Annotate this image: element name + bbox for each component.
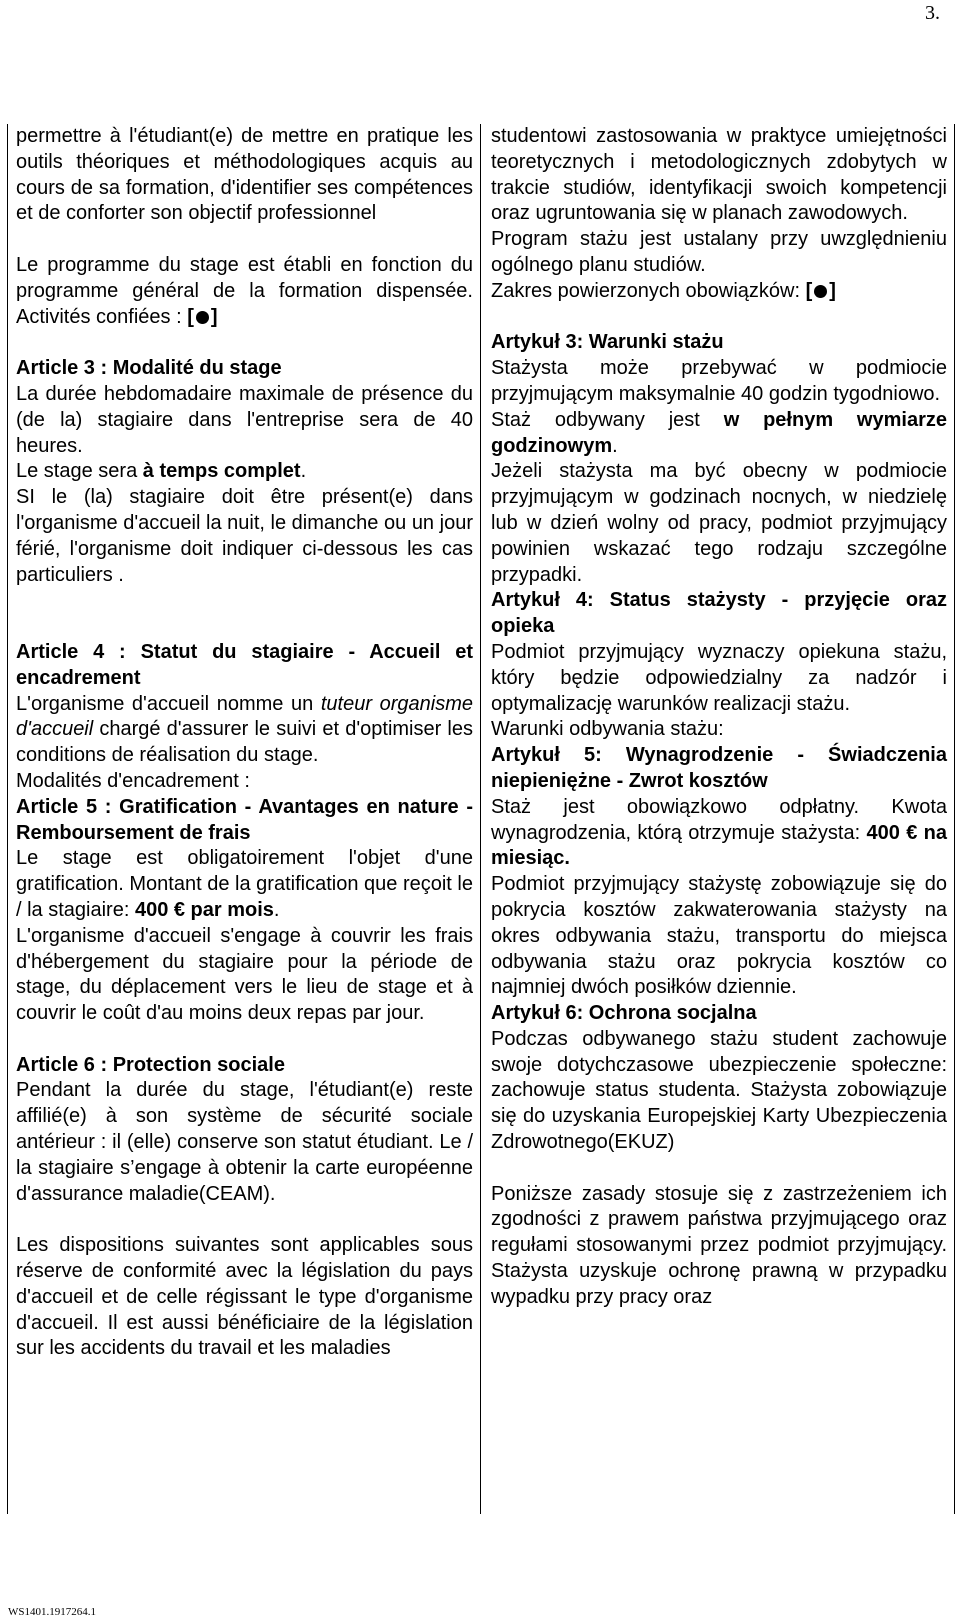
- pl-article-4-supervision: Warunki odbywania stażu:: [491, 718, 724, 741]
- fr-article-3-duration: La durée hebdomadaire maximale de présence du (de la) stagiaire dans l'entreprise sera de 40 heures.: [16, 382, 473, 457]
- fr-fulltime-bold: à temps complet: [142, 460, 301, 483]
- pl-provisions-paragraph: Poniższe zasady stosuje się z zastrzeżeniem ich zgodności z prawem państwa przyjmującego oraz regułami stosowanymi przez podmiot przyjmujący. Stażysta uzyskuje ochronę prawną w przypadku wypadku przy pracy oraz: [491, 1182, 947, 1308]
- fr-intro-paragraph: permettre à l'étudiant(e) de mettre en pratique les outils théoriques et méthodologiques acquis au cours de sa formation, d'identifier ses compétences et de conforter son objectif professionnel: [16, 125, 473, 225]
- fr-gratification-text: Le stage est obligatoirement l'objet d'une gratification. Montant de la gratification que reçoit le / la stagiaire:: [16, 847, 473, 921]
- fr-program-paragraph: Le programme du stage est établi en fonction du programme général de la formation dispensée. Activités confiées : [ ]: [16, 253, 473, 328]
- pl-article-3-title: Artykuł 3: Warunki stażu: [491, 331, 724, 354]
- fr-article-3-title: Article 3 : Modalité du stage: [16, 357, 282, 380]
- pl-article-5-title: Artykuł 5: Wynagrodzenie - Świadczenia niepieniężne - Zwrot kosztów: [491, 744, 947, 792]
- fr-gratification-amount: 400 € par mois: [134, 898, 274, 921]
- form-field-bullet-icon: [814, 285, 827, 298]
- fr-article-4-title: Article 4 : Statut du stagiaire - Accueil et encadrement: [16, 640, 473, 689]
- fr-article-4-supervision: Modalités d'encadrement :: [16, 769, 250, 792]
- fr-article-3-fulltime: Le stage sera à temps complet.: [16, 460, 307, 483]
- fr-fulltime-text: Le stage sera: [16, 460, 138, 483]
- fr-tutor-italic: tuteur organisme d'accueil: [16, 692, 473, 741]
- fr-article-6-title: Article 6 : Protection sociale: [16, 1053, 285, 1076]
- fr-tutor-text: L'organisme d'accueil nomme un: [16, 692, 314, 715]
- pl-article-5-costs: Podmiot przyjmujący stażystę zobowiązuje się do pokrycia kosztów zakwaterowania stażysty na okres odbywania stażu, transportu do miejsca odbywania stażu oraz pokrycia kosztów co najmniej dwóch posiłków dziennie.: [491, 873, 947, 999]
- form-field-bullet-icon: [196, 311, 209, 324]
- document-reference: WS1401.1917264.1: [8, 1606, 96, 1618]
- fr-article-5-costs: L'organisme d'accueil s'engage à couvrir les frais d'hébergement du stagiaire pour la période de stage, du déplacement vers le lieu de stage et à couvrir le coût d'au moins deux repas par jour.: [16, 924, 473, 1025]
- pl-intro-paragraph: studentowi zastosowania w praktyce umiejętności teoretycznych i metodologicznych zdobytych w trakcie studiów, identyfikacji swoich kompetencji oraz ugruntowania się w planach zawodowych.: [491, 125, 947, 225]
- fr-tutor-rest: chargé d'assurer le suivi et d'optimiser les conditions de réalisation du stage.: [16, 718, 473, 767]
- fr-article-5-gratification: Le stage est obligatoirement l'objet d'une gratification. Montant de la gratification que reçoit le / la stagiaire: 400 € par mois.: [16, 847, 473, 921]
- pl-article-6-title: Artykuł 6: Ochrona socjalna: [491, 1002, 757, 1025]
- french-column: [8, 124, 481, 1514]
- pl-article-3-duration: Stażysta może przebywać w podmiocie przyjmującym maksymalnie 40 godzin tygodniowo.: [491, 357, 947, 405]
- pl-tasks-label: Zakres powierzonych obowiązków:: [491, 279, 801, 302]
- fr-article-6-social: Pendant la durée du stage, l'étudiant(e) reste affilié(e) à son système de sécurité sociale antérieur : il (elle) conserve son statut étudiant. Le / la stagiaire s’engage à obtenir la carte européenne d'assurance maladie(CEAM).: [16, 1079, 473, 1205]
- fr-program-text: Le programme du stage est établi en fonction du programme général de la formation dispensée.: [16, 253, 473, 302]
- pl-fulltime-text: Staż odbywany jest: [491, 408, 700, 431]
- pl-tasks-paragraph: Zakres powierzonych obowiązków: [ ]: [491, 279, 836, 302]
- pl-article-4-tutor: Podmiot przyjmujący wyznaczy opiekuna stażu, który będzie odpowiedzialny za nadzór i optymalizację warunków realizacji stażu.: [491, 640, 947, 715]
- fr-article-4-tutor: [16, 692, 473, 769]
- fr-article-3-special-cases: SI le (la) stagiaire doit être présent(e) dans l'organisme d'accueil la nuit, le dimanche ou un jour férié, l'organisme doit indiquer ci-dessous les cas particuliers .: [16, 486, 473, 586]
- pl-article-4-title: Artykuł 4: Status stażysty - przyjęcie oraz opieka: [491, 589, 947, 638]
- fr-article-5-title: Article 5 : Gratification - Avantages en nature - Remboursement de frais: [16, 795, 473, 844]
- pl-program-paragraph: Program stażu jest ustalany przy uwzględnieniu ogólnego planu studiów.: [491, 228, 947, 276]
- pl-article-5-gratification: [491, 795, 947, 872]
- pl-article-3-special-cases: Jeżeli stażysta ma być obecny w podmiocie przyjmującym w godzinach nocnych, w niedzielę lub w dzień wolny od pracy, podmiot przyjmujący powinien wskazać tego rodzaju szczególne przypadki.: [491, 460, 947, 586]
- page-number: 3.: [925, 2, 940, 24]
- pl-article-6-social: Podczas odbywanego stażu student zachowuje swoje dotychczasowe ubezpieczenie społeczne: zachowuje status studenta. Stażysta zobowiązuje się do uzyskania Europejskiej Karty Ubezpieczenia Zdrowotnego(EKUZ): [491, 1027, 947, 1154]
- pl-fulltime-bold: w pełnym wymiarze godzinowym: [491, 408, 947, 457]
- fr-provisions-paragraph: Les dispositions suivantes sont applicables sous réserve de conformité avec la législation du pays d'accueil et de celle régissant le type d'organisme d'accueil. Il est aussi bénéficiaire de la législation sur les accidents du travail et les maladies: [16, 1234, 473, 1360]
- fr-tasks-label: Activités confiées :: [16, 305, 182, 328]
- pl-gratification-amount: 400 € na miesiąc.: [491, 821, 947, 870]
- polish-column: [481, 124, 954, 1514]
- pl-article-3-fulltime: Staż odbywany jest w pełnym wymiarze godzinowym.: [491, 408, 947, 457]
- bilingual-agreement-table: [7, 124, 955, 1514]
- pl-gratification-text: Staż jest obowiązkowo odpłatny. Kwota wynagrodzenia, którą otrzymuje stażysta:: [491, 795, 947, 844]
